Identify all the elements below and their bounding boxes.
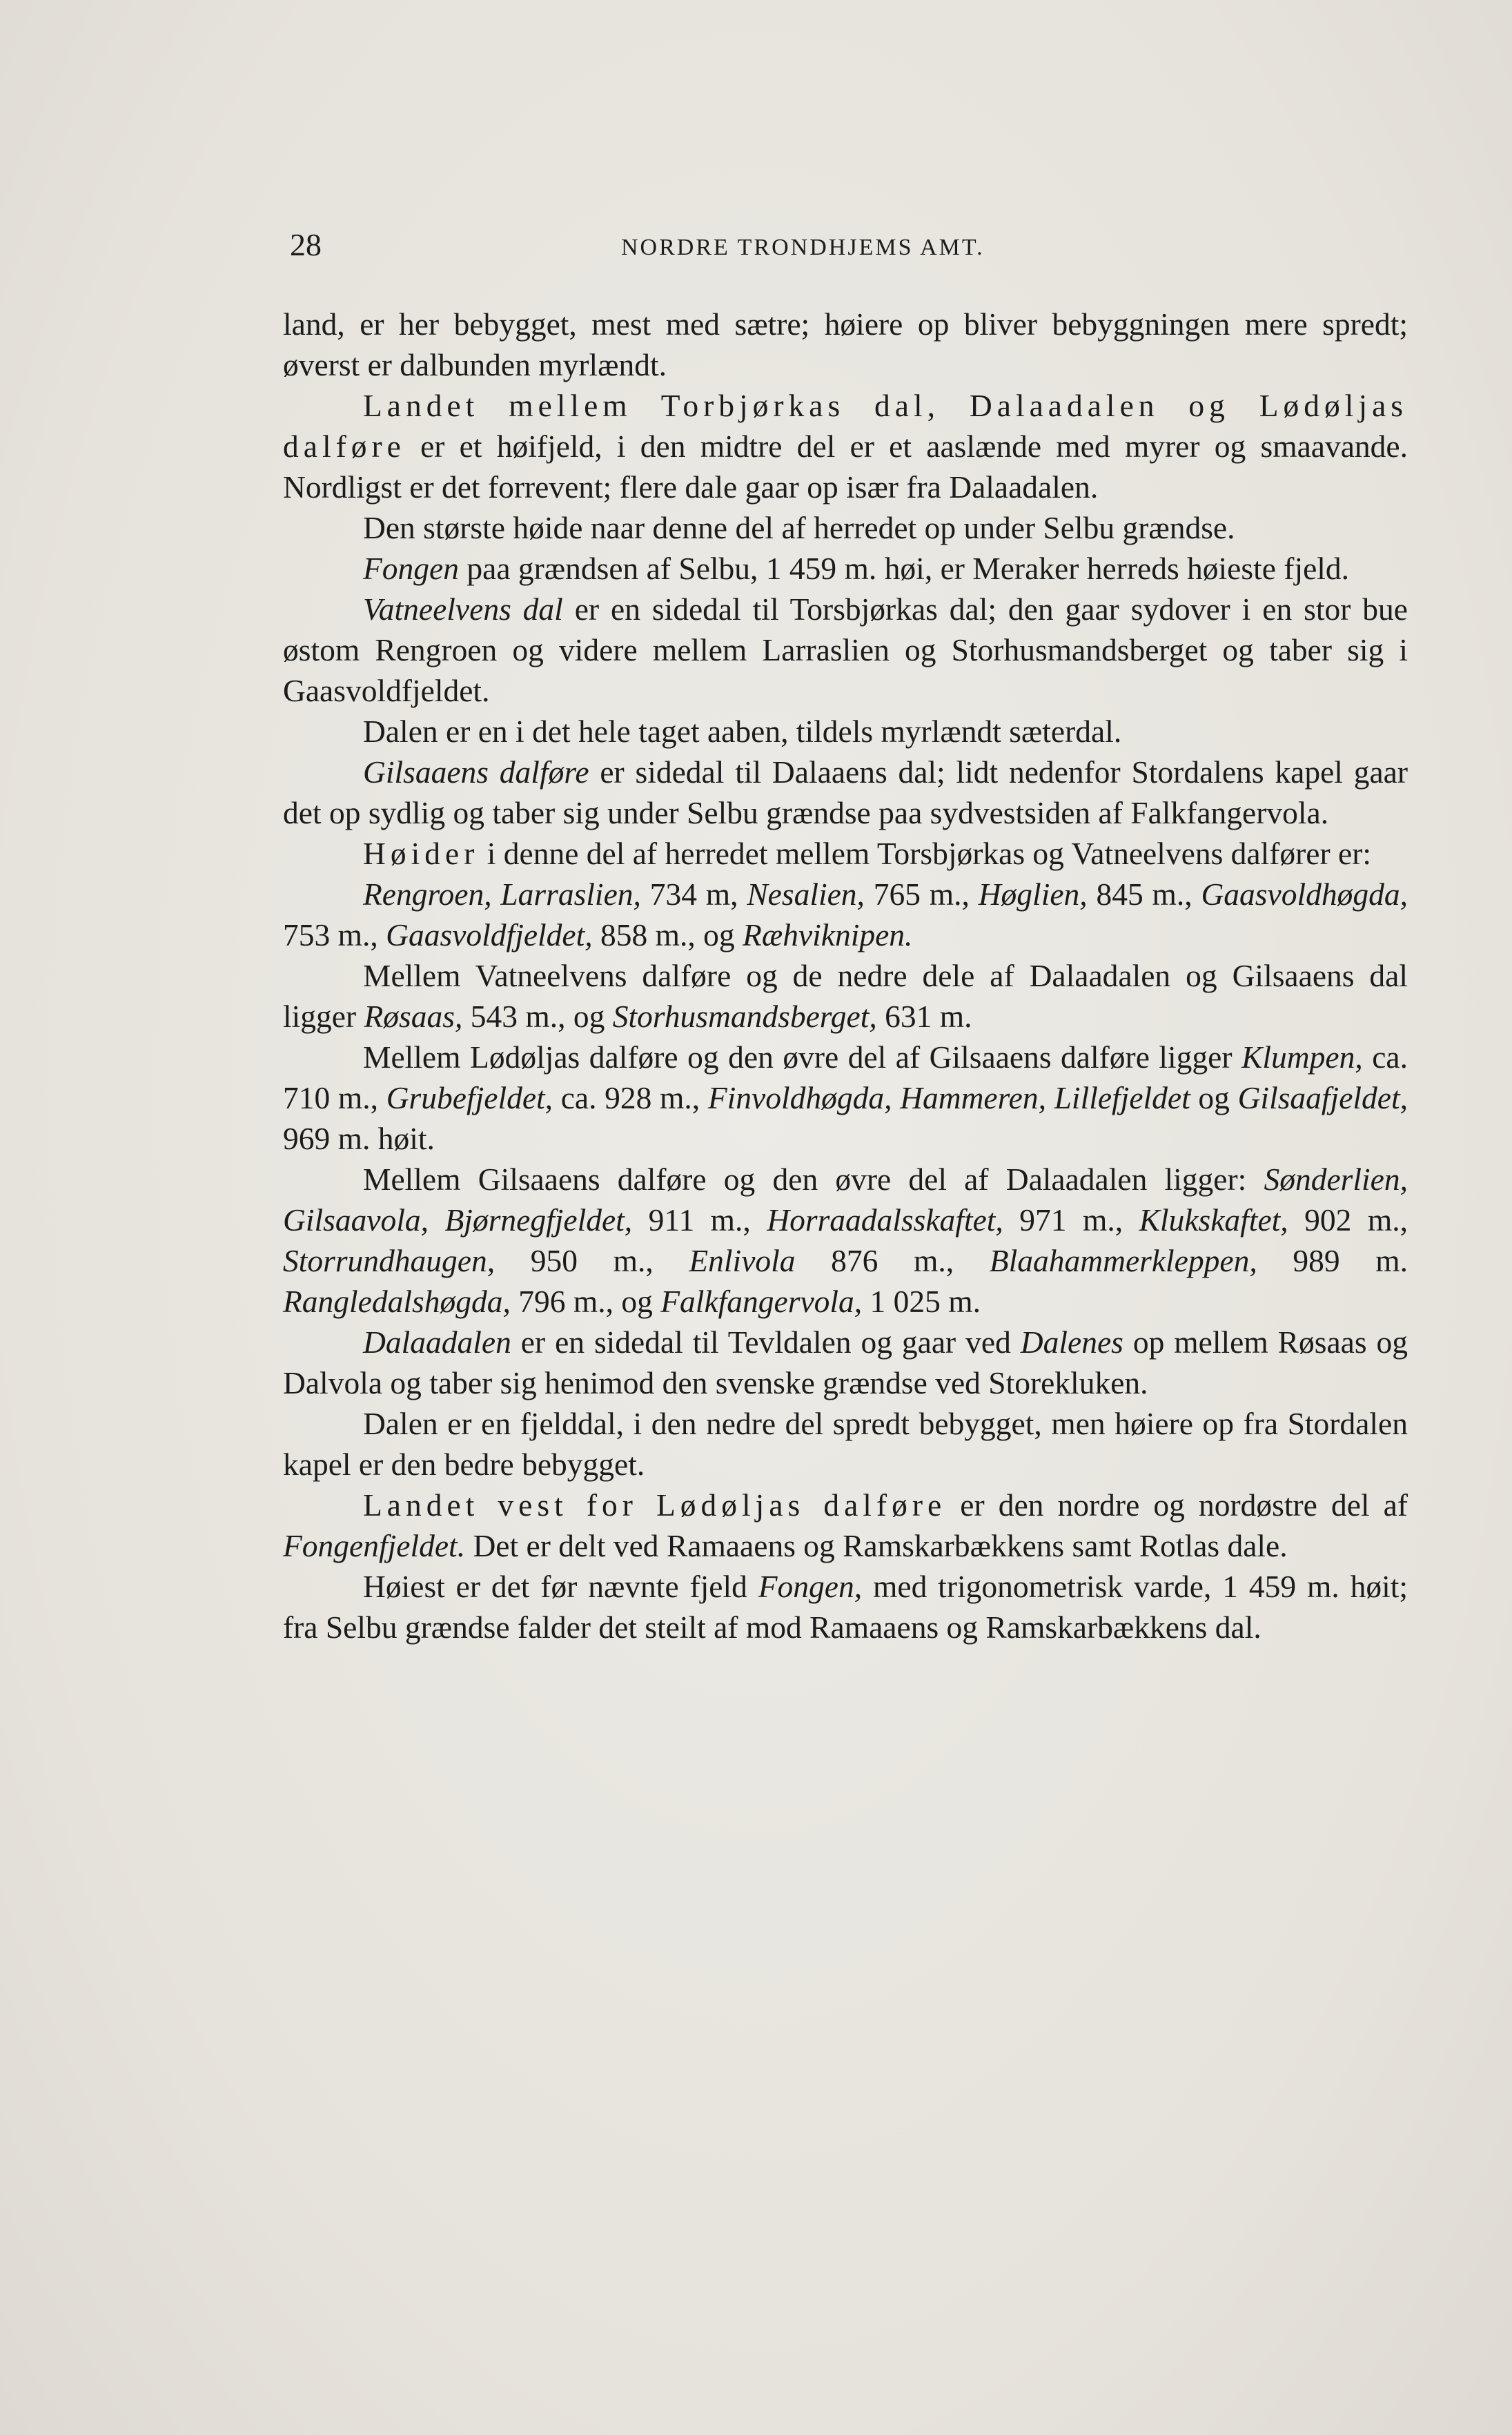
body-text: [283, 304, 1408, 1647]
text-run: 543 m., og: [462, 999, 613, 1034]
paragraph-p16: [283, 1566, 1408, 1647]
text-run: land, er her bebygget, mest med sætre; høiere op bliver bebyggningen mere spredt; øverst er dalbunden myrlændt.: [283, 306, 1408, 382]
italic-run: Rengroen, Larraslien,: [363, 877, 641, 912]
text-run: ca. 928 m.,: [553, 1080, 708, 1115]
text-run: 734 m,: [640, 877, 747, 912]
text-run: 971 m.,: [1003, 1202, 1139, 1238]
italic-run: Gaasvoldhøgda,: [1201, 877, 1408, 912]
paragraph-p11: [283, 1037, 1408, 1159]
paragraph-p3: [283, 507, 1408, 548]
paragraph-p13: [283, 1322, 1408, 1403]
text-run: 858 m., og: [592, 917, 743, 952]
text-run: er et høifjeld, i den midtre del er et aaslænde med myrer og smaavande. Nordligst er det forrevent; flere dale gaar op især fra Dalaadalen.: [283, 429, 1408, 505]
paragraph-p9: [283, 874, 1408, 955]
italic-run: Falkfangervola,: [660, 1284, 863, 1319]
text-run: 989 m.: [1257, 1243, 1408, 1278]
italic-run: Storhusmandsberget,: [612, 999, 877, 1034]
text-run: er en sidedal til Torsbjørkas dal; den gaar sydover i en stor bue østom Rengroen og videre mellem Larraslien og Storhusmandsberget og taber sig i Gaasvoldfjeldet.: [283, 591, 1408, 708]
text-run: med trigonometrisk varde, 1 459 m. høit; fra Selbu grændse falder det steilt af mod Ramaaens og Ramskarbækkens dal.: [283, 1569, 1408, 1645]
spaced-run: Landet vest for Lødøljas dalføre: [363, 1487, 947, 1523]
italic-run: Blaahammerkleppen,: [989, 1243, 1257, 1278]
text-run: Dalen er en i det hele taget aaben, tildels myrlændt sæterdal.: [363, 714, 1122, 749]
text-run: Dalen er en fjelddal, i den nedre del spredt bebygget, men høiere op fra Stordalen kapel er den bedre bebygget.: [283, 1406, 1408, 1482]
text-run: 876 m.,: [795, 1243, 990, 1278]
paragraph-p5: [283, 589, 1408, 711]
text-run: 845 m.,: [1087, 877, 1201, 912]
text-run: er sidedal til Dalaaens dal; lidt nedenfor Stordalens kapel gaar det op sydlig og taber sig under Selbu grændse paa sydvestsiden af Falkfangervola.: [283, 754, 1408, 830]
paragraph-p14: [283, 1403, 1408, 1485]
text-run: 765 m.,: [864, 877, 979, 912]
spaced-run: Høider: [363, 836, 480, 871]
paragraph-p6: [283, 711, 1408, 752]
italic-run: Rangledalshøgda,: [283, 1284, 511, 1319]
text-run: Mellem Lødøljas dalføre og den øvre del af Gilsaaens dalføre ligger: [363, 1039, 1242, 1075]
italic-run: Dalenes: [1020, 1324, 1123, 1360]
paragraph-p1: [283, 304, 1408, 385]
italic-run: Grubefjeldet,: [386, 1080, 553, 1115]
text-run: 796 m., og: [510, 1284, 661, 1319]
italic-run: Klukskaftet,: [1139, 1202, 1288, 1238]
paragraph-p8: [283, 833, 1408, 874]
text-run: er en sidedal til Tevldalen og gaar ved: [511, 1324, 1021, 1360]
text-run: Den største høide naar denne del af herredet op under Selbu grændse.: [363, 510, 1235, 545]
italic-run: Sønderlien, Gilsaavola, Bjørnegfjeldet,: [283, 1162, 1408, 1238]
italic-run: Enlivola: [689, 1243, 796, 1278]
text-run: 902 m.,: [1288, 1202, 1408, 1238]
italic-run: Finvoldhøgda, Hammeren, Lillefjeldet: [707, 1080, 1190, 1115]
italic-run: Gilsaafjeldet,: [1237, 1080, 1408, 1115]
paragraph-p15: [283, 1485, 1408, 1566]
italic-run: Vatneelvens dal: [363, 591, 563, 627]
paragraph-p2: [283, 385, 1408, 507]
italic-run: Fongenfjeldet.: [283, 1528, 466, 1563]
running-title: NORDRE TRONDHJEMS AMT.: [621, 235, 985, 260]
page-header: [283, 221, 1408, 276]
text-run: op mellem Røsaas og Dalvola og taber sig henimod den svenske grændse ved Storekluken.: [283, 1324, 1408, 1400]
text-run: og: [1190, 1080, 1238, 1115]
text-run: 950 m.,: [495, 1243, 689, 1278]
text-run: Mellem Vatneelvens dalføre og de nedre dele af Dalaadalen og Gilsaaens dal ligger: [283, 958, 1408, 1034]
text-run: 753 m.,: [283, 917, 386, 952]
paragraph-p12: [283, 1159, 1408, 1322]
paragraph-p7: [283, 752, 1408, 833]
text-run: Høiest er det før nævnte fjeld: [363, 1569, 758, 1604]
italic-run: Dalaadalen: [363, 1324, 511, 1360]
italic-run: Høglien,: [978, 877, 1088, 912]
italic-run: Fongen: [363, 551, 459, 586]
text-run: 1 025 m.: [862, 1284, 981, 1319]
italic-run: Nesalien,: [747, 877, 865, 912]
paragraph-p10: [283, 955, 1408, 1037]
italic-run: Ræhviknipen.: [743, 917, 913, 952]
text-run: Mellem Gilsaaens dalføre og den øvre del af Dalaadalen ligger:: [363, 1162, 1264, 1197]
italic-run: Gilsaaens dalføre: [363, 754, 589, 790]
paragraph-p4: [283, 548, 1408, 589]
text-run: er den nordre og nordøstre del af: [946, 1487, 1408, 1523]
italic-run: Klumpen,: [1241, 1039, 1363, 1075]
italic-run: Røsaas,: [364, 999, 463, 1034]
italic-run: Storrundhaugen,: [283, 1243, 495, 1278]
text-run: i denne del af herredet mellem Torsbjørkas og Vatneelvens dalfører er:: [479, 836, 1372, 871]
text-run: ca. 710 m.,: [283, 1039, 1408, 1115]
text-run: 969 m. høit.: [283, 1121, 435, 1156]
italic-run: Horraadalsskaftet,: [767, 1202, 1003, 1238]
text-run: 911 m.,: [632, 1202, 767, 1238]
italic-run: Gaasvoldfjeldet,: [386, 917, 593, 952]
italic-run: Fongen,: [758, 1569, 863, 1604]
text-run: paa grændsen af Selbu, 1 459 m. høi, er Meraker herreds høieste fjeld.: [459, 551, 1350, 586]
text-run: 631 m.: [876, 999, 972, 1034]
spaced-run: Landet mellem Torbjørkas dal, Dalaadalen og Lødøljas dalføre: [283, 388, 1408, 464]
page-number: 28: [290, 227, 322, 262]
text-run: Det er delt ved Ramaaens og Ramskarbækkens samt Rotlas dale.: [465, 1528, 1288, 1563]
